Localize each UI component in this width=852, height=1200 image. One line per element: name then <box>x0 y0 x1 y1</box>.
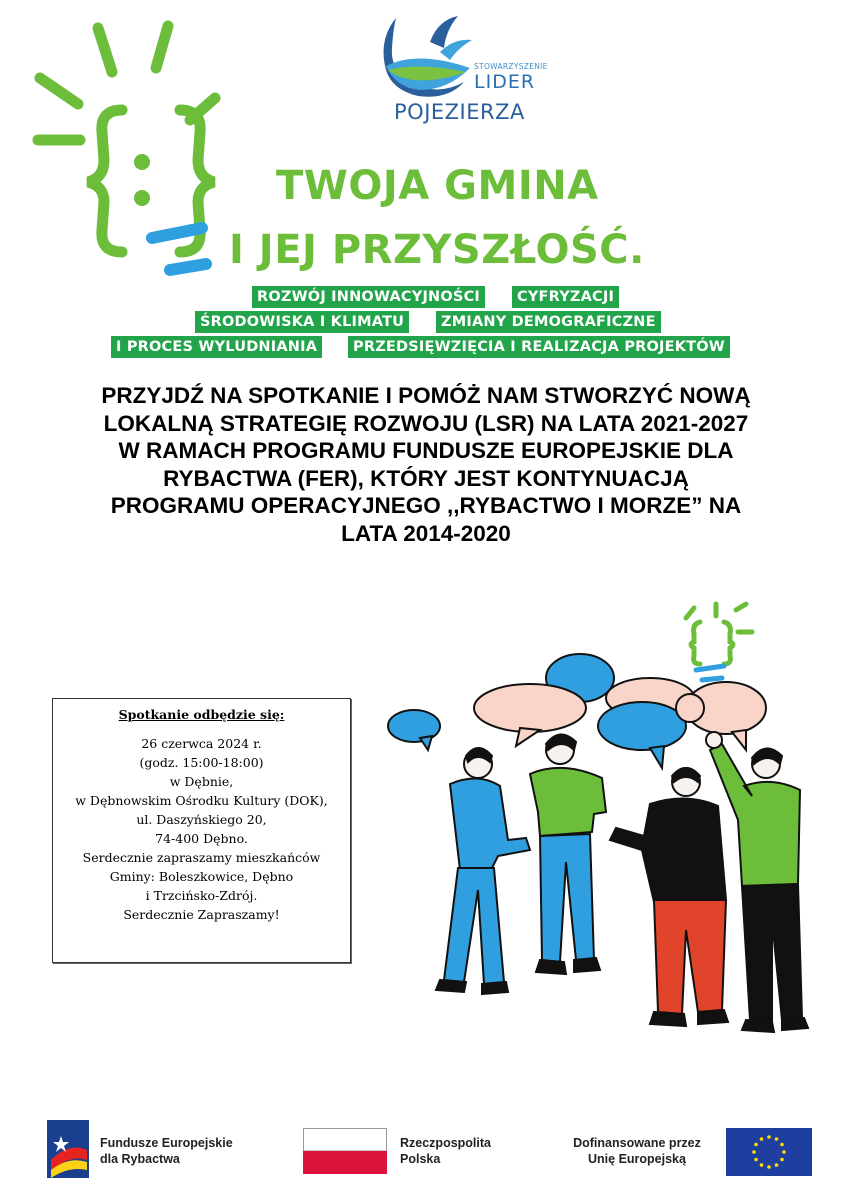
info-municipalities-2: i Trzcińsko-Zdrój. <box>145 888 258 903</box>
tag-innovation: ROZWÓJ INNOWACYJNOŚCI <box>252 286 485 308</box>
statement-line: PROGRAMU OPERACYJNEGO ,,RYBACTWO I MORZE” NA <box>110 493 742 518</box>
eu-flag-icon <box>726 1128 812 1176</box>
people-discussion-illustration <box>380 600 820 1045</box>
eu-star <box>760 1137 764 1141</box>
fundusze-europejskie-logo <box>47 1120 89 1178</box>
footer-rp-text <box>400 1135 491 1167</box>
lightbulb-braces-icon <box>30 20 240 290</box>
info-date: 26 czerwca 2024 r. <box>141 736 262 751</box>
eu-star <box>780 1158 784 1162</box>
info-venue: w Dębnowskim Ośrodku Kultury (DOK), <box>75 793 328 808</box>
footer-rp-line2: Polska <box>400 1152 441 1166</box>
statement-line: PRZYJDŹ NA SPOTKANIE I POMÓŻ NAM STWORZYĆ NOWĄ <box>101 383 751 408</box>
footer-eu-text <box>552 1135 722 1167</box>
polish-flag-icon <box>303 1128 387 1174</box>
logo-small-text: STOWARZYSZENIE <box>474 62 548 71</box>
logo-name-line2: POJEZIERZA <box>394 100 525 124</box>
tag-projects: PRZEDSIĘWZIĘCIA I REALIZACJA PROJEKTÓW <box>348 336 730 358</box>
info-invite: Serdecznie zapraszamy mieszkańców <box>82 850 321 865</box>
info-heading: Spotkanie odbędzie się: <box>118 707 285 722</box>
statement-line: LATA 2014-2020 <box>341 520 511 546</box>
tag-demographics: ZMIANY DEMOGRAFICZNE <box>436 311 661 333</box>
eu-star <box>767 1135 771 1139</box>
eu-star <box>752 1150 756 1154</box>
main-statement <box>40 382 812 547</box>
eu-star <box>775 1163 779 1167</box>
eu-star <box>754 1143 758 1147</box>
logo-name-line1: LIDER <box>474 71 536 93</box>
footer-eu-line2: Unię Europejską <box>588 1152 686 1166</box>
statement-line: RYBACTWA (FER), KTÓRY JEST KONTYNUACJĄ <box>163 465 689 491</box>
footer-rp-line1: Rzeczpospolita <box>400 1136 491 1150</box>
eu-star <box>754 1158 758 1162</box>
footer-fe-text <box>100 1135 233 1167</box>
info-city: w Dębnie, <box>169 774 234 789</box>
footer-fe-line1: Fundusze Europejskie <box>100 1136 233 1150</box>
info-closing: Serdecznie Zapraszamy! <box>123 907 280 922</box>
meeting-info-box <box>52 698 351 963</box>
tag-environment: ŚRODOWISKA I KLIMATU <box>195 311 409 333</box>
footer-fe-line2: dla Rybactwa <box>100 1152 180 1166</box>
info-street: ul. Daszyńskiego 20, <box>136 812 267 827</box>
eu-star <box>782 1150 786 1154</box>
eu-star <box>775 1137 779 1141</box>
statement-line: W RAMACH PROGRAMU FUNDUSZE EUROPEJSKIE DLA <box>118 438 734 463</box>
eu-star <box>767 1165 771 1169</box>
tag-digitization: CYFRYZACJI <box>512 286 619 308</box>
info-postcode: 74-400 Dębno. <box>155 831 248 846</box>
info-municipalities: Gminy: Boleszkowice, Dębno <box>109 869 294 884</box>
headline-line2: I JEJ PRZYSZŁOŚĆ. <box>229 227 645 273</box>
tag-depopulation: I PROCES WYLUDNIANIA <box>111 336 322 358</box>
headline-line1: TWOJA GMINA <box>276 163 599 209</box>
statement-line: LOKALNĄ STRATEGIĘ ROZWOJU (LSR) NA LATA 2021-2027 <box>103 410 749 436</box>
info-time: (godz. 15:00-18:00) <box>139 755 264 770</box>
eu-star <box>760 1163 764 1167</box>
footer-eu-line1: Dofinansowane przez <box>573 1136 701 1150</box>
eu-star <box>780 1143 784 1147</box>
